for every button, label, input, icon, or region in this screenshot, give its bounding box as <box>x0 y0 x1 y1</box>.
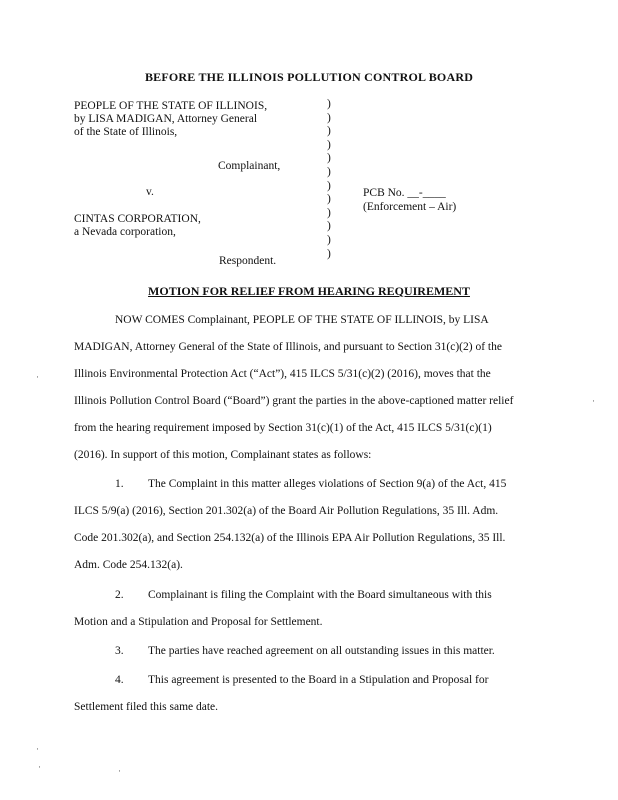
complainant-label: Complainant, <box>218 160 281 172</box>
respondent-line: CINTAS CORPORATION, <box>74 213 201 225</box>
complainant-block <box>74 100 267 139</box>
complainant-line: PEOPLE OF THE STATE OF ILLINOIS, <box>74 100 268 112</box>
scan-speck: · <box>36 372 39 382</box>
body-line: Adm. Code 254.132(a). <box>74 559 183 571</box>
versus-label: v. <box>146 186 154 198</box>
body-line: This agreement is presented to the Board in a Stipulation and Proposal for <box>148 674 489 686</box>
motion-title: MOTION FOR RELIEF FROM HEARING REQUIREMENT <box>148 284 470 298</box>
body-line: The Complaint in this matter alleges violations of Section 9(a) of the Act, 415 <box>148 478 507 490</box>
paragraph-number: 1. <box>115 478 124 490</box>
body-line: Settlement filed this same date. <box>74 701 219 713</box>
body-line: NOW COMES Complainant, PEOPLE OF THE STATE OF ILLINOIS, by LISA <box>115 314 489 326</box>
body-line: ILCS 5/9(a) (2016), Section 201.302(a) of the Board Air Pollution Regulations, 35 Ill. Adm. <box>74 505 499 517</box>
paragraph-number: 4. <box>115 674 124 686</box>
body-line: from the hearing requirement imposed by Section 31(c)(1) of the Act, 415 ILCS 5/31(c)(1) <box>74 422 492 434</box>
enforcement-type: (Enforcement – Air) <box>363 201 457 213</box>
scan-speck: · <box>38 762 41 772</box>
body-line: The parties have reached agreement on all outstanding issues in this matter. <box>148 645 495 657</box>
caption-parentheses: ) ) ) ) ) ) ) ) ) ) ) ) <box>327 98 331 260</box>
scan-speck: · <box>36 744 39 754</box>
body-line: MADIGAN, Attorney General of the State of Illinois, and pursuant to Section 31(c)(2) of the <box>74 341 502 353</box>
paragraph-number: 3. <box>115 645 124 657</box>
body-line: Complainant is filing the Complaint with the Board simultaneous with this <box>148 589 492 601</box>
scan-speck: · <box>592 396 595 406</box>
body-line: Motion and a Stipulation and Proposal for Settlement. <box>74 616 323 628</box>
pcb-number: PCB No. __-____ <box>363 187 446 199</box>
respondent-line: a Nevada corporation, <box>74 226 176 238</box>
complainant-line: by LISA MADIGAN, Attorney General <box>74 113 258 125</box>
court-title: BEFORE THE ILLINOIS POLLUTION CONTROL BOARD <box>144 70 474 84</box>
respondent-block <box>74 213 201 239</box>
body-line: (2016). In support of this motion, Complainant states as follows: <box>74 449 372 461</box>
paragraph-number: 2. <box>115 589 124 601</box>
respondent-label: Respondent. <box>219 255 277 267</box>
body-line: Illinois Pollution Control Board (“Board”) grant the parties in the above-captioned matter relief <box>74 395 514 407</box>
scan-speck: · <box>118 766 121 776</box>
body-line: Illinois Environmental Protection Act (“Act”), 415 ILCS 5/31(c)(2) (2016), moves that the <box>74 368 491 380</box>
body-line: Code 201.302(a), and Section 254.132(a) of the Illinois EPA Air Pollution Regulations, 35 Ill. <box>74 532 506 544</box>
complainant-line: of the State of Illinois, <box>74 126 178 138</box>
